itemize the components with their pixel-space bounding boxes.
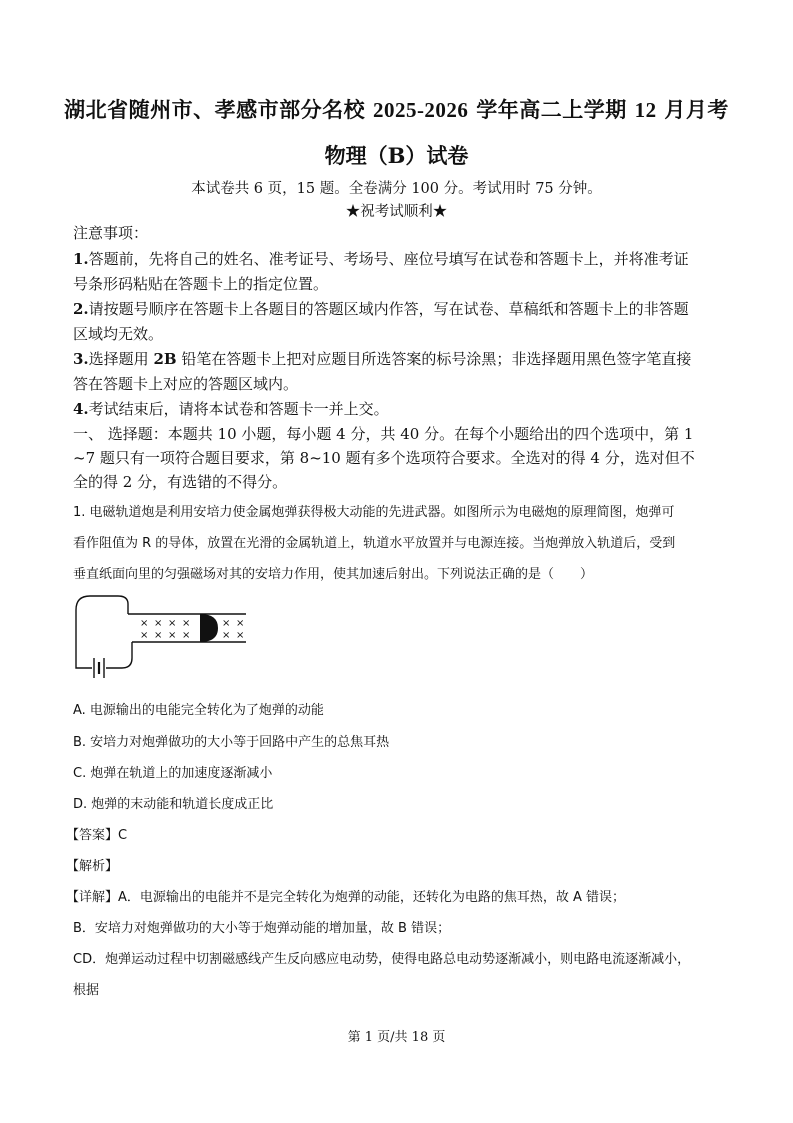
notice-heading: 注意事项： xyxy=(73,224,149,242)
notice-num: 4. xyxy=(73,400,89,418)
question1-stem-line2: 看作阻值为 R 的导体，放置在光滑的金属轨道上，轨道水平放置并与电源连接。当炮弹放入轨道后，受到 xyxy=(73,536,676,551)
circuit-wire-top-left xyxy=(76,596,128,668)
notice-num: 2. xyxy=(73,300,89,318)
notice-item-4-line1 xyxy=(73,398,389,419)
option-d: D. 炮弹的末动能和轨道长度成正比 xyxy=(73,797,274,812)
magnetic-field-marks xyxy=(140,618,244,641)
title-part: 月月考 xyxy=(656,97,729,122)
question1-stem-line3: 垂直纸面向里的匀强磁场对其的安培力作用，使其加速后射出。下列说法正确的是（ ） xyxy=(73,567,594,582)
detail-line3: CD．炮弹运动过程中切割磁感线产生反向感应电动势，使得电路总电动势逐渐减小，则电路电流逐渐减小， xyxy=(73,952,691,967)
detail-line2: B．安培力对炮弹做功的大小等于炮弹动能的增加量，故 B 错误； xyxy=(73,921,451,936)
option-a: A. 电源输出的电能完全转化为了炮弹的动能 xyxy=(73,703,324,718)
detail-line1: 【详解】A．电源输出的电能并不是完全转化为炮弹的动能，还转化为电路的焦耳热，故 A 错误； xyxy=(66,890,626,905)
notice-item-2-line1 xyxy=(73,298,689,319)
title-part: 湖北省随州市、孝感市部分名校 xyxy=(64,97,373,122)
circuit-wire-bottom xyxy=(106,642,132,668)
notice-num: 3. xyxy=(73,350,89,368)
notice-text: 请按题号顺序在答题卡上各题目的答题区域内作答，写在试卷、草稿纸和答题卡上的非答题 xyxy=(88,300,689,318)
exam-intro: 本试卷共 6 页，15 题。全卷满分 100 分。考试用时 75 分钟。 xyxy=(191,181,602,197)
exam-title-line1 xyxy=(0,94,793,124)
field-mark: × xyxy=(182,630,191,641)
notice-pencil: 2B xyxy=(153,350,177,368)
notice-item-3-line1 xyxy=(73,348,691,369)
notice-item-1-line1 xyxy=(73,248,689,269)
field-mark: × xyxy=(154,630,163,641)
section1-line3: 全的得 2 分，有选错的不得分。 xyxy=(73,473,288,491)
railgun-figure xyxy=(70,592,250,682)
field-mark: × xyxy=(222,618,231,629)
title-month: 12 xyxy=(634,98,657,122)
question1-stem-line1: 1. 电磁轨道炮是利用安培力使金属炮弹获得极大动能的先进武器。如图所示为电磁炮的原理简图，炮弹可 xyxy=(73,505,675,520)
option-b: B. 安培力对炮弹做功的大小等于回路中产生的总焦耳热 xyxy=(73,735,390,750)
field-mark: × xyxy=(140,630,149,641)
field-mark: × xyxy=(236,630,245,641)
page-footer: 第 1 页/共 18 页 xyxy=(347,1030,446,1045)
notice-item-1-line2: 号条形码粘贴在答题卡上的指定位置。 xyxy=(73,275,329,293)
answer-line: 【答案】C xyxy=(66,828,128,843)
notice-item-3-line2: 答在答题卡上对应的答题区域内。 xyxy=(73,375,299,393)
analysis-label: 【解析】 xyxy=(66,859,119,874)
exam-wish: ★祝考试顺利★ xyxy=(345,204,448,220)
title-part: 学年高二上学期 xyxy=(468,97,635,122)
field-mark: × xyxy=(168,618,177,629)
notice-text: 答题前，先将自己的姓名、准考证号、考场号、座位号填写在试卷和答题卡上，并将准考证 xyxy=(88,250,689,268)
notice-text: 铅笔在答题卡上把对应题目所选答案的标号涂黑；非选择题用黑色签字笔直接 xyxy=(176,350,692,368)
field-mark: × xyxy=(168,630,177,641)
section1-line1: 一、 选择题：本题共 10 小题，每小题 4 分，共 40 分。在每个小题给出的四个选项中，第 1 xyxy=(73,425,694,443)
field-mark: × xyxy=(154,618,163,629)
detail-line4: 根据 xyxy=(73,983,100,998)
notice-num: 1. xyxy=(73,250,89,268)
notice-item-2-line2: 区域均无效。 xyxy=(73,325,164,343)
field-mark: × xyxy=(236,618,245,629)
option-c: C. 炮弹在轨道上的加速度逐渐减小 xyxy=(73,766,273,781)
exam-title-line2: 物理（B）试卷 xyxy=(324,143,469,168)
projectile xyxy=(200,614,218,642)
notice-text: 考试结束后，请将本试卷和答题卡一并上交。 xyxy=(88,400,389,418)
title-year: 2025-2026 xyxy=(372,98,469,122)
section1-line2: ~7 题只有一项符合题目要求，第 8~10 题有多个选项符合要求。全选对的得 4 分，选对但不 xyxy=(73,449,695,467)
field-mark: × xyxy=(140,618,149,629)
field-mark: × xyxy=(222,630,231,641)
field-mark: × xyxy=(182,618,191,629)
notice-text: 选择题用 xyxy=(88,350,154,368)
